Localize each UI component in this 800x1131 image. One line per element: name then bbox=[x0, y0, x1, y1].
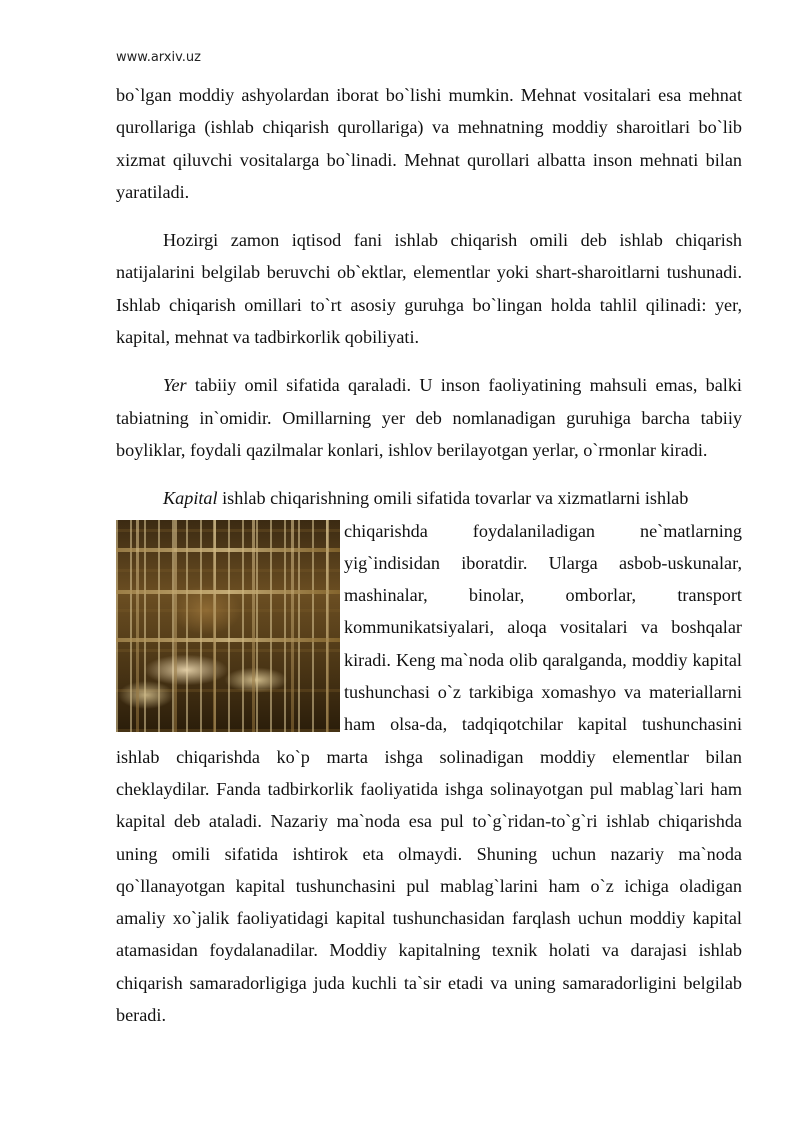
document-body bbox=[116, 79, 742, 1031]
paragraph-1: bo`lgan moddiy ashyolardan iborat bo`lishi mumkin. Mehnat vositalari esa mehnat qurollariga (ishlab chiqarish qurollariga) va mehnatning moddiy sharoitlari bo`lib xizmat qiluvchi vositalarga bo`linadi. Mehnat qurollari albatta inson mehnati bilan yaratiladi. bbox=[116, 85, 742, 202]
paragraph-3-text: tabiiy omil sifatida qaraladi. U inson faoliyatining mahsuli emas, balki tabiatning in`omidir. Omillarning yer deb nomlanadigan guruhiga barcha tabiiy boyliklar, foydali qazilmalar konlari, ishlov berilayotgan yerlar, o`rmonlar kiradi. bbox=[116, 375, 742, 460]
paragraph-4-lead-text: ishlab chiqarishning omili sifatida tovarlar va xizmatlarni ishlab bbox=[217, 488, 689, 509]
term-kapital: Kapital bbox=[163, 488, 218, 509]
paragraph-4-body: chiqarishda foydalaniladigan ne`matlarning yig`indisidan iboratdir. Ularga asbob-uskunalar, mashinalar, binolar, omborlar, transport kommunikatsiyalari, aloqa vositalari va boshqalar kiradi. Keng ma`noda olib qaralganda, moddiy kapital tushunchasi o`z tarkibiga xomashyo va materiallarni ham olsa-da, tadqiqotchilar kapital tushunchasini ishlab chiqarishda ko`p marta ishga solinadigan moddiy elementlar bilan cheklaydilar. Fanda tadbirkorlik faoliyatida ishga solinayotgan pul mablag`lari ham kapital deb ataladi. Nazariy ma`noda esa pul to`g`ridan-to`g`ri ishlab chiqarishda uning omili sifatida ishtirok eta olmaydi. Shuning uchun nazariy ma`noda qo`llanayotgan kapital tushunchasini pul mablag`larini ham o`z ichiga oladigan amaliy xo`jalik faoliyatidagi kapital tushunchasidan farqlash uchun moddiy kapital atamasidan foydalanadilar. Moddiy kapitalning texnik holati va darajasi ishlab chiqarish samaradorligiga juda kuchli ta`sir etadi va uning samaradorligini belgilab beradi. bbox=[116, 520, 742, 1026]
paragraph-2: Hozirgi zamon iqtisod fani ishlab chiqarish omili deb ishlab chiqarish natijalarini belgilab beruvchi ob`ektlar, elementlar yoki shart-sharoitlarni tushunadi. Ishlab chiqarish omillari to`rt asosiy guruhga bo`lingan holda tahlil qilinadi: yer, kapital, mehnat va tadbirkorlik qobiliyati. bbox=[116, 230, 742, 348]
factory-machinery-photo bbox=[116, 520, 340, 732]
site-url[interactable]: www.arxiv.uz bbox=[116, 50, 201, 65]
paragraph-3 bbox=[116, 369, 742, 466]
paragraph-4-lead bbox=[116, 482, 742, 514]
term-yer: Yer bbox=[163, 375, 187, 396]
